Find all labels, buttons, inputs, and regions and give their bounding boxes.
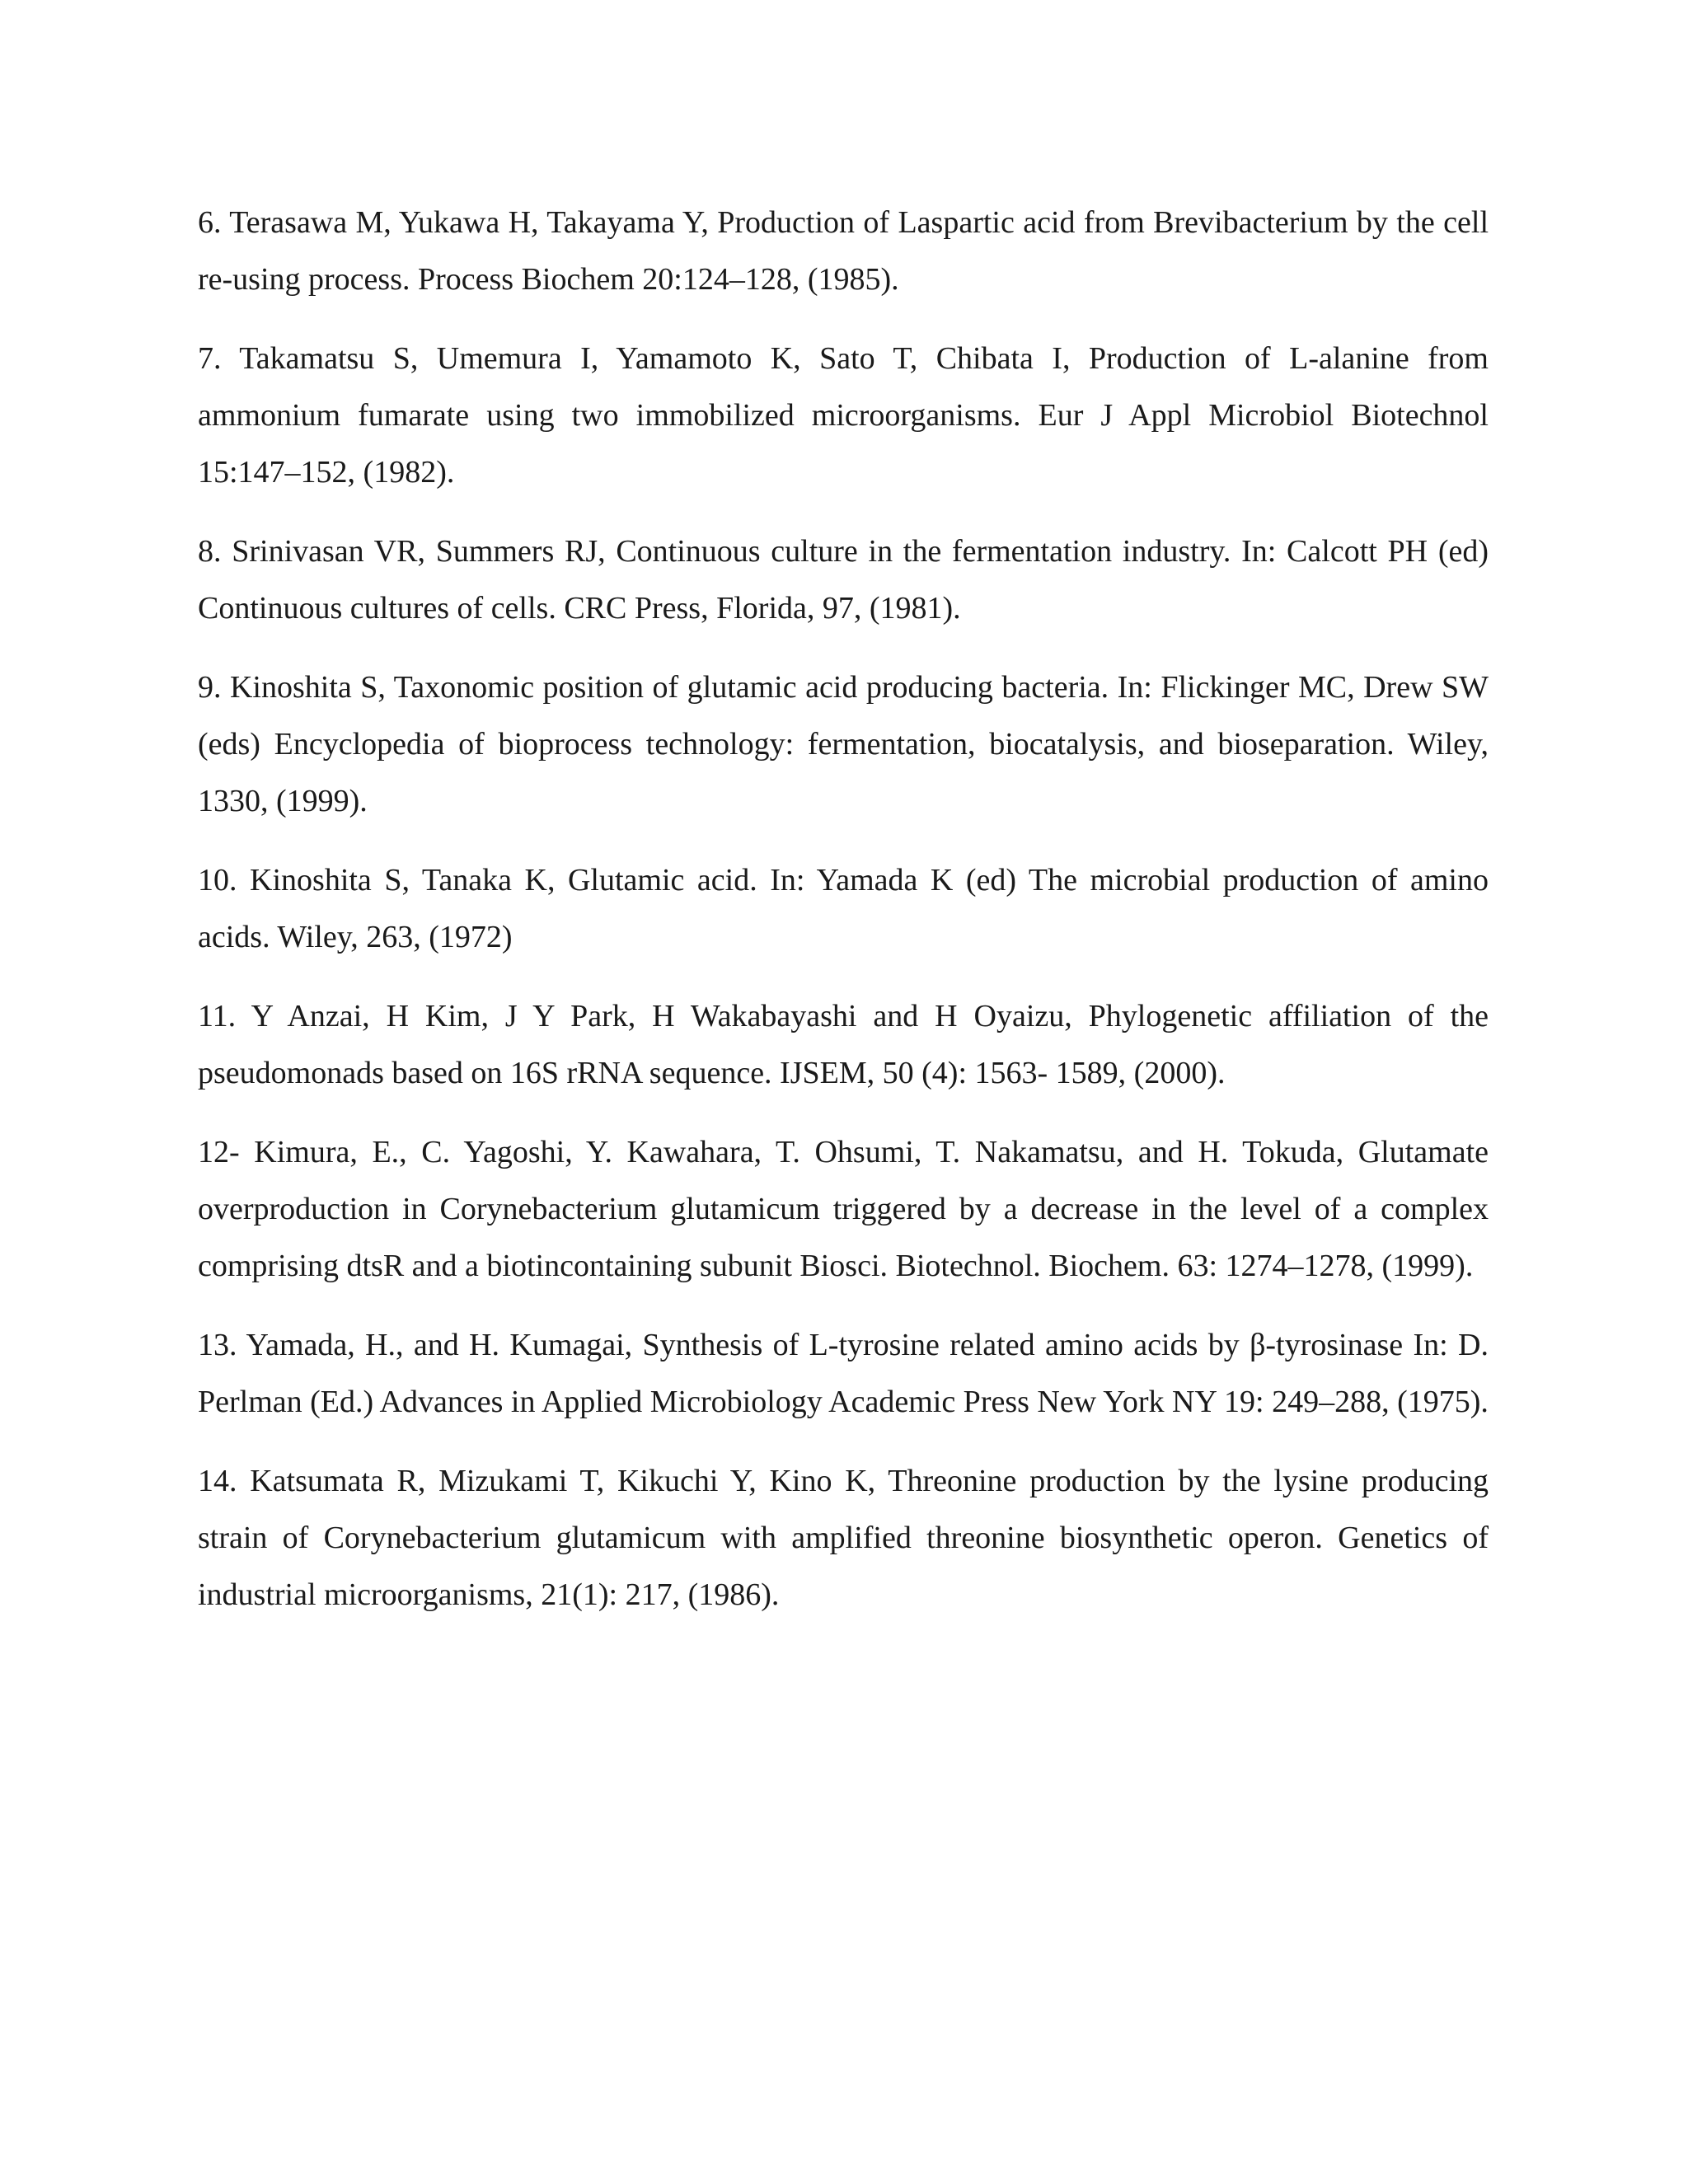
reference-item: 9. Kinoshita S, Taxonomic position of glutamic acid producing bacteria. In: Flickinger MC, Drew SW (eds) Encyclopedia of bioprocess technology: fermentation, biocatalysis, and bioseparation. Wiley, 1330, (1999).	[198, 670, 1489, 818]
reference-item: 14. Katsumata R, Mizukami T, Kikuchi Y, Kino K, Threonine production by the lysine producing strain of Corynebacterium glutamicum with amplified threonine biosynthetic operon. Genetics of industrial microorganisms, 21(1): 217, (1986).	[198, 1464, 1489, 1612]
reference-item: 10. Kinoshita S, Tanaka K, Glutamic acid. In: Yamada K (ed) The microbial production of amino acids. Wiley, 263, (1972)	[198, 863, 1489, 954]
reference-list	[198, 194, 1489, 1646]
reference-item: 13. Yamada, H., and H. Kumagai, Synthesis of L-tyrosine related amino acids by β-tyrosinase In: D. Perlman (Ed.) Advances in Applied Microbiology Academic Press New York NY 19: 249–288, (1975).	[198, 1328, 1489, 1419]
reference-item: 7. Takamatsu S, Umemura I, Yamamoto K, Sato T, Chibata I, Production of L-alanine from ammonium fumarate using two immobilized microorganisms. Eur J Appl Microbiol Biotechnol 15:147–152, (1982).	[198, 341, 1489, 490]
reference-item: 8. Srinivasan VR, Summers RJ, Continuous culture in the fermentation industry. In: Calcott PH (ed) Continuous cultures of cells. CRC Press, Florida, 97, (1981).	[198, 534, 1489, 626]
reference-item: 11. Y Anzai, H Kim, J Y Park, H Wakabayashi and H Oyaizu, Phylogenetic affiliation of the pseudomonads based on 16S rRNA sequence. IJSEM, 50 (4): 1563- 1589, (2000).	[198, 999, 1489, 1090]
reference-item: 12- Kimura, E., C. Yagoshi, Y. Kawahara, T. Ohsumi, T. Nakamatsu, and H. Tokuda, Glutamate overproduction in Corynebacterium glutamicum triggered by a decrease in the level of a complex comprising dtsR and a biotincontaining subunit Biosci. Biotechnol. Biochem. 63: 1274–1278, (1999).	[198, 1135, 1489, 1283]
reference-item: 6. Terasawa M, Yukawa H, Takayama Y, Production of Laspartic acid from Brevibacterium by the cell re-using process. Process Biochem 20:124–128, (1985).	[198, 205, 1489, 297]
